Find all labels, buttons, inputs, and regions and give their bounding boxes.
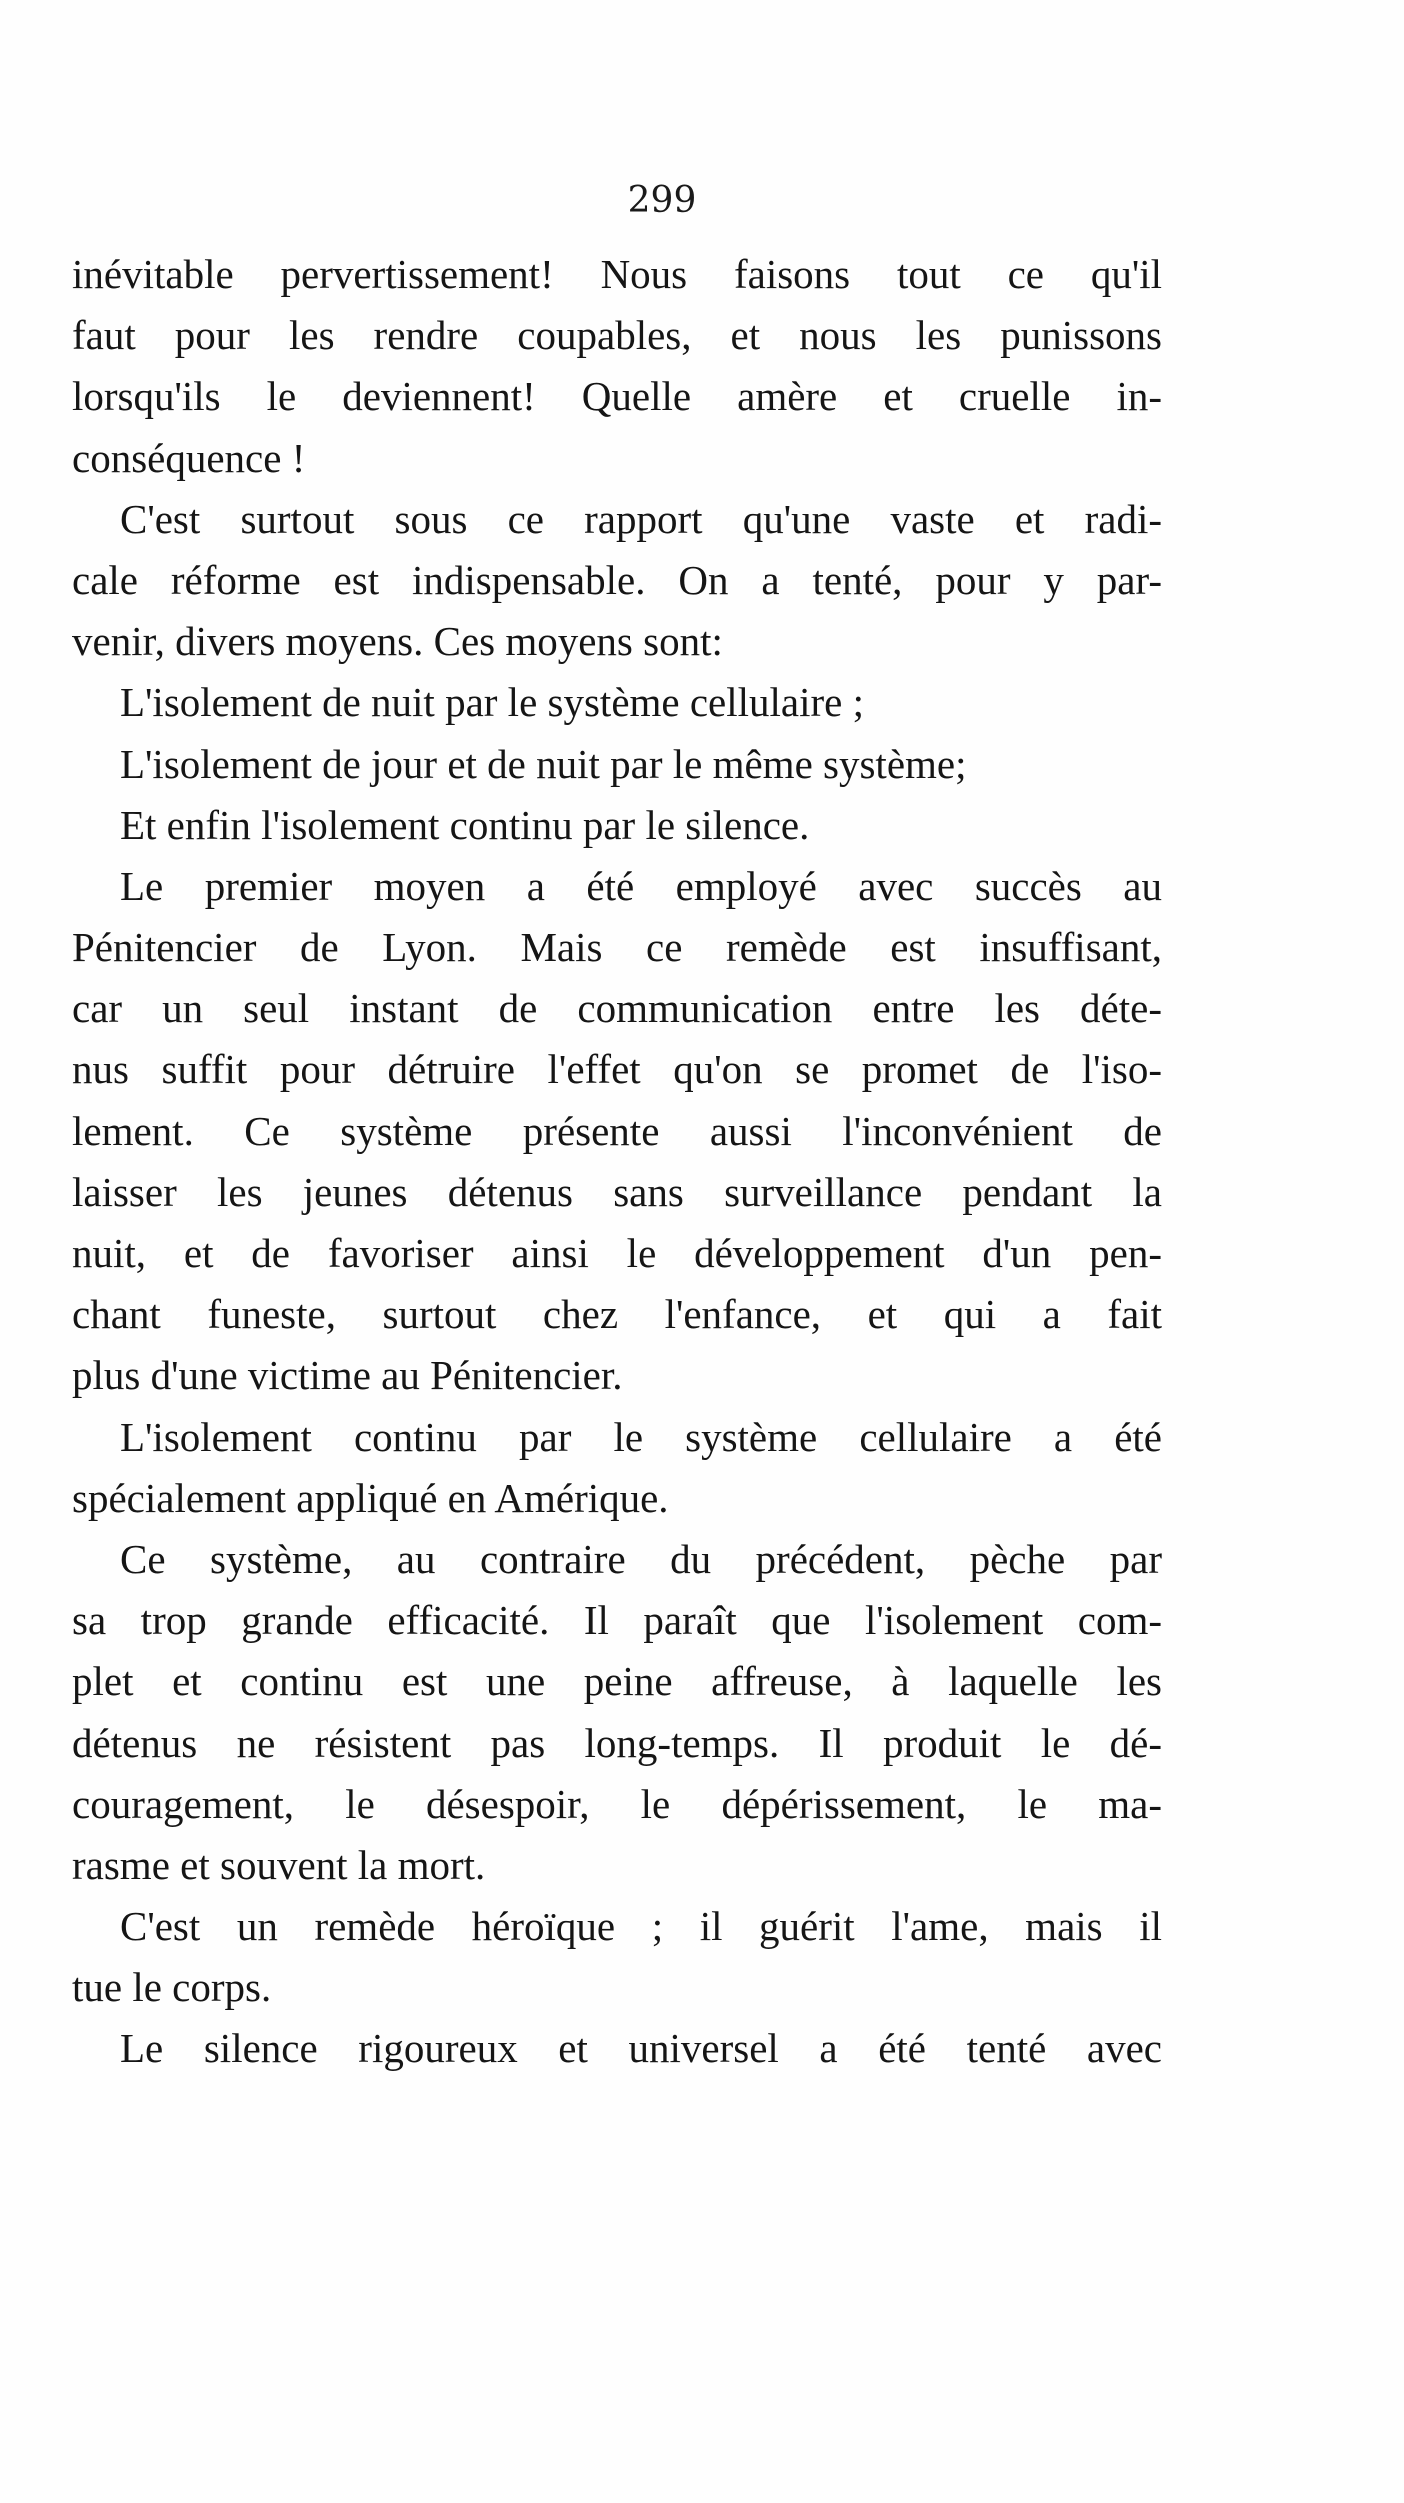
text-line: L'isolement de jour et de nuit par le même système; [120, 740, 967, 787]
text-line: nus suffit pour détruire l'effet qu'on se promet de l'iso- [72, 1046, 1162, 1093]
text-line: car un seul instant de communication entre les déte- [72, 985, 1162, 1032]
text-line: lorsqu'ils le deviennent! Quelle amère et cruelle in- [72, 373, 1162, 420]
text-line: cale réforme est indispensable. On a tenté, pour y par- [72, 556, 1162, 603]
text-line: C'est surtout sous ce rapport qu'une vaste et radi- [120, 495, 1162, 542]
page-number: 299 [627, 180, 697, 221]
text-line: venir, divers moyens. Ces moyens sont: [72, 618, 723, 665]
text-line: Le premier moyen a été employé avec succès au [120, 862, 1162, 909]
text-line: chant funeste, surtout chez l'enfance, et qui a fait [72, 1291, 1162, 1338]
text-line: plus d'une victime au Pénitencier. [72, 1352, 623, 1399]
text-line: nuit, et de favoriser ainsi le développement d'un pen- [72, 1230, 1162, 1276]
text-line: C'est un remède héroïque ; il guérit l'ame, mais il [120, 1903, 1162, 1950]
text-line: couragement, le désespoir, le dépérissement, le ma- [72, 1780, 1162, 1827]
text-line: faut pour les rendre coupables, et nous les punissons [72, 312, 1162, 359]
body-text [72, 244, 1162, 2080]
text-line: rasme et souvent la mort. [72, 1841, 486, 1888]
text-line: lement. Ce système présente aussi l'inconvénient de [72, 1107, 1162, 1154]
text-line: sa trop grande efficacité. Il paraît que l'isolement com- [72, 1597, 1162, 1644]
text-line: conséquence ! [72, 434, 306, 481]
text-line: Pénitencier de Lyon. Mais ce remède est insuffisant, [72, 924, 1162, 971]
text-line: détenus ne résistent pas long-temps. Il produit le dé- [72, 1719, 1162, 1766]
text-line: Et enfin l'isolement continu par le silence. [120, 801, 810, 848]
text-line: laisser les jeunes détenus sans surveillance pendant la [72, 1168, 1162, 1215]
text-line: inévitable pervertissement! Nous faisons tout ce qu'il [72, 251, 1162, 297]
text-line: Le silence rigoureux et universel a été tenté avec [120, 2025, 1162, 2072]
text-line: tue le corps. [72, 1964, 272, 2011]
text-line: plet et continu est une peine affreuse, à laquelle les [72, 1658, 1162, 1705]
text-line: L'isolement de nuit par le système cellulaire ; [120, 679, 865, 726]
text-line: spécialement appliqué en Amérique. [72, 1474, 669, 1521]
text-line: Ce système, au contraire du précédent, pèche par [120, 1535, 1162, 1582]
text-line: L'isolement continu par le système cellulaire a été [120, 1413, 1162, 1460]
